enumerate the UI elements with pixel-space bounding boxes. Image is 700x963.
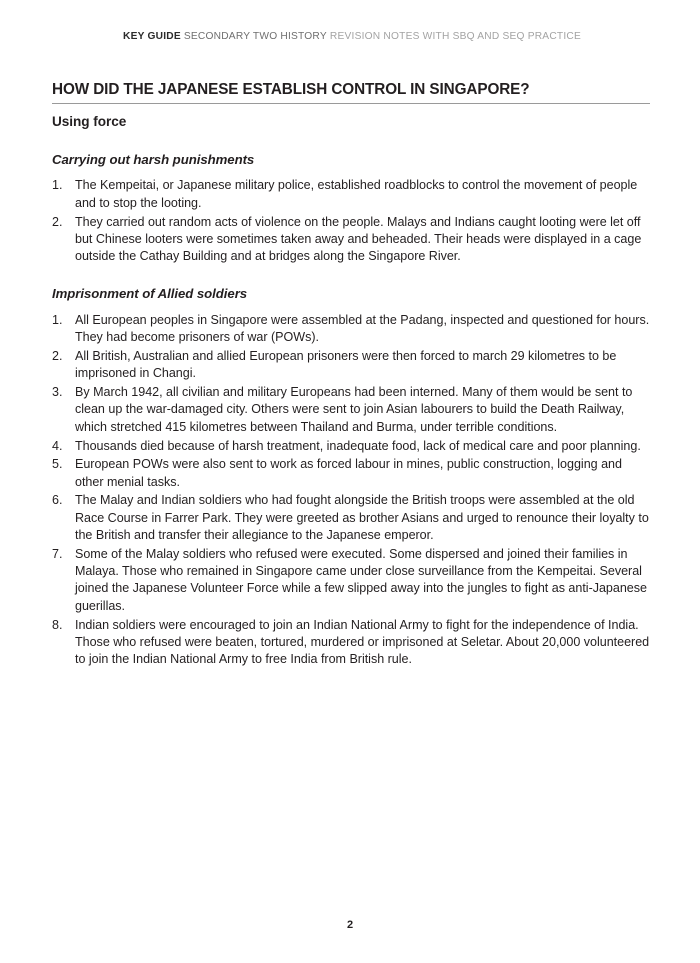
- document-content: [52, 114, 652, 670]
- list-item-number: 1.: [52, 312, 63, 327]
- list-item-text: Some of the Malay soldiers who refused were executed. Some dispersed and joined their families in Malaya. Those who remained in Singapore came under close surveillance from the Kempeitai. Several joined the Japanese Volunteer Force while a few slipped away into the jungles to fight as anti-Japanese guerillas.: [75, 546, 647, 613]
- list-item-text: The Kempeitai, or Japanese military police, established roadblocks to control the movement of people and to stop the looting.: [75, 178, 638, 210]
- page-number: 2: [346, 919, 354, 931]
- list-item: [52, 456, 652, 491]
- list-imprisonment-of-allied-soldiers: [52, 312, 652, 668]
- list-item-text: Indian soldiers were encouraged to join an Indian National Army to fight for the independence of India. Those who refused were beaten, tortured, murdered or imprisoned at Seletar. About 20,000 volunteered to join the Indian National Army to free India from British rule.: [75, 617, 650, 667]
- list-item-text: They carried out random acts of violence on the people. Malays and Indians caught looting were let off but Chinese looters were sometimes taken away and beheaded. Their heads were displayed in a cage outside the Cathay Building and at bridges along the Singapore River.: [75, 214, 642, 264]
- list-item-number: 1.: [52, 178, 63, 193]
- page-title: HOW DID THE JAPANESE ESTABLISH CONTROL IN SINGAPORE?: [52, 81, 530, 98]
- list-carrying-out-harsh-punishments: [52, 177, 652, 265]
- subheading-carrying-out-harsh-punishments: Carrying out harsh punishments: [52, 151, 255, 167]
- list-item-text: By March 1942, all civilian and military Europeans had been interned. Many of them would be sent to clean up the war-damaged city. Others were sent to join Asian labourers to build the Death Railway, which stretched 415 kilometres between Thailand and Burma, under terrible conditions.: [75, 385, 633, 434]
- list-item-number: 4.: [52, 438, 63, 453]
- list-item-number: 5.: [52, 457, 63, 472]
- list-item: [52, 384, 652, 436]
- list-item-text: All European peoples in Singapore were assembled at the Padang, inspected and questioned for hours. They had become prisoners of war (POWs).: [75, 312, 650, 345]
- list-item-text: All British, Australian and allied European prisoners were then forced to march 29 kilometres to be imprisoned in Changi.: [75, 349, 617, 381]
- list-item: [52, 546, 652, 615]
- running-header: [52, 31, 652, 42]
- running-header-series: SECONDARY TWO HISTORY: [183, 31, 327, 42]
- list-item: [52, 312, 652, 347]
- list-item-text: European POWs were also sent to work as forced labour in mines, public construction, logging and other menial tasks.: [75, 457, 622, 489]
- list-item: [52, 348, 652, 383]
- list-item-number: 8.: [52, 617, 63, 632]
- list-item: [52, 177, 652, 212]
- list-item-number: 2.: [52, 214, 63, 229]
- subheading-imprisonment-of-allied-soldiers: Imprisonment of Allied soldiers: [52, 286, 248, 302]
- list-item: [52, 617, 652, 669]
- list-item: [52, 492, 652, 544]
- title-divider: [52, 103, 650, 104]
- list-item-text: Thousands died because of harsh treatment, inadequate food, lack of medical care and poor planning.: [75, 438, 641, 453]
- list-item-number: 2.: [52, 349, 63, 364]
- running-header-key-guide: KEY GUIDE: [123, 31, 181, 42]
- list-item-number: 3.: [52, 385, 63, 400]
- list-item-text: The Malay and Indian soldiers who had fought alongside the British troops were assembled at the old Race Course in Farrer Park. They were greeted as brother Asians and urged to renounce their loyalty to the British and transfer their allegiance to the Japanese emperor.: [75, 493, 649, 543]
- title-block: [52, 81, 652, 104]
- list-item: [52, 214, 652, 266]
- list-item-number: 6.: [52, 493, 63, 508]
- running-header-tail: REVISION NOTES WITH SBQ AND SEQ PRACTICE: [329, 31, 581, 42]
- list-item: [52, 438, 652, 455]
- list-item-number: 7.: [52, 546, 63, 561]
- section-heading-using-force: Using force: [52, 114, 127, 129]
